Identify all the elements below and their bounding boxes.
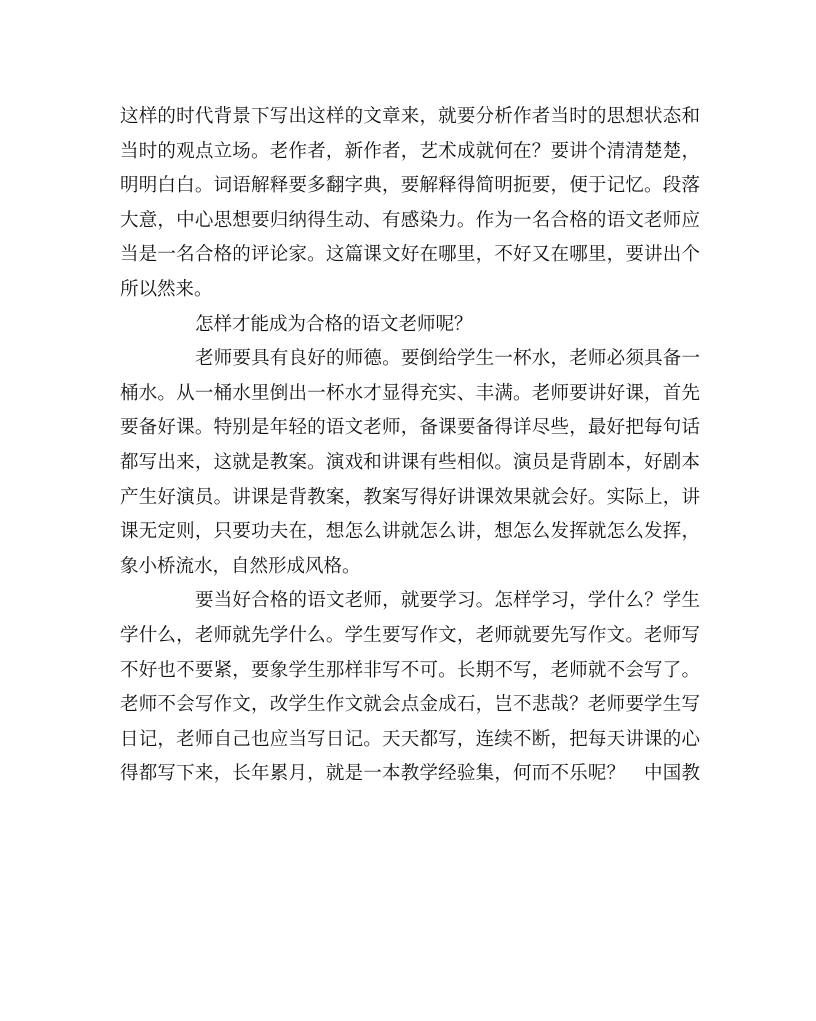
document-page — [120, 100, 700, 792]
text-line: 要当好合格的语文老师，就要学习。怎样学习，学什么？学生 — [195, 590, 700, 612]
text-line: 大意，中心思想要归纳得生动、有感染力。作为一名合格的语文老师应 — [120, 209, 700, 231]
text-line: 不好也不要紧，要象学生那样非写不可。长期不写，老师就不会写了。 — [120, 659, 700, 681]
text-line: 要备好课。特别是年轻的语文老师，备课要备得详尽些，最好把每句话 — [120, 417, 700, 439]
text-line: 桶水。从一桶水里倒出一杯水才显得充实、丰满。老师要讲好课，首先 — [120, 382, 700, 404]
text-line: 老师不会写作文，改学生作文就会点金成石，岂不悲哉？老师要学生写 — [120, 694, 700, 716]
text-line: 怎样才能成为合格的语文老师呢？ — [195, 313, 473, 335]
text-line: 日记，老师自己也应当写日记。天天都写，连续不断，把每天讲课的心 — [120, 728, 700, 750]
text-line: 学什么，老师就先学什么。学生要写作文，老师就要先写作文。老师写 — [120, 624, 700, 646]
paragraph — [120, 584, 700, 792]
text-line: 明明白白。词语解释要多翻字典，要解释得简明扼要，便于记忆。段落 — [120, 175, 700, 197]
text-line: 这样的时代背景下写出这样的文章来，就要分析作者当时的思想状态和 — [120, 106, 700, 127]
text-line: 当时的观点立场。老作者，新作者，艺术成就何在？要讲个清清楚楚， — [120, 140, 700, 162]
paragraph — [120, 308, 700, 343]
text-line: 课无定则，只要功夫在，想怎么讲就怎么讲，想怎么发挥就怎么发挥， — [120, 521, 700, 543]
paragraph — [120, 100, 700, 308]
text-line: 老师要具有良好的师德。要倒给学生一杯水，老师必须具备一 — [195, 348, 700, 370]
text-line: 都写出来，这就是教案。演戏和讲课有些相似。演员是背剧本，好剧本 — [120, 451, 700, 473]
text-line: 所以然来。 — [120, 278, 213, 300]
paragraph — [120, 342, 700, 584]
text-line: 产生好演员。讲课是背教案，教案写得好讲课效果就会好。实际上，讲 — [120, 486, 700, 508]
text-line: 当是一名合格的评论家。这篇课文好在哪里，不好又在哪里，要讲出个 — [120, 244, 700, 266]
text-line: 象小桥流水，自然形成风格。 — [120, 555, 361, 577]
text-line: 得都写下来，长年累月，就是一本教学经验集，何而不乐呢？ 中国教 — [120, 763, 700, 785]
